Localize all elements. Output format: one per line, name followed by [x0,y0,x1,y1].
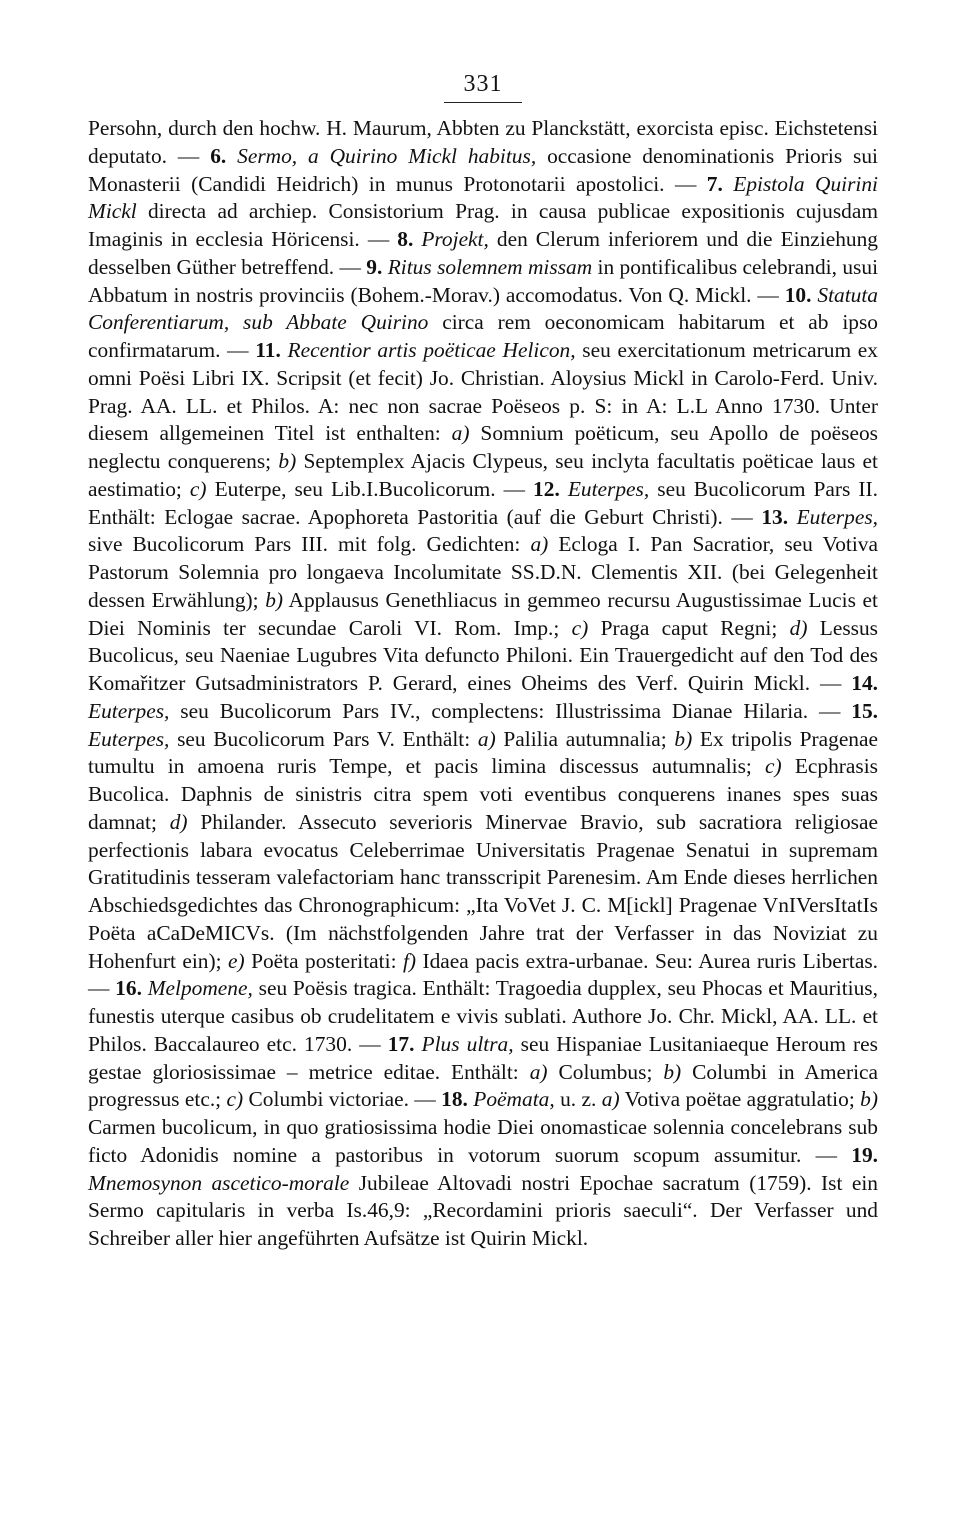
italic-title: Poëmata, [473,1087,555,1112]
text-run: seu Hispaniae Lusitaniaeque Heroum res gestae gloriosissimae – metrice editae. Enthält: [88,1031,879,1084]
italic-title: c) [765,754,782,779]
italic-title: b) [663,1059,682,1084]
page-number-rule [444,102,522,103]
text-run: Carmen bucolicum, in quo gratiosissima hodie Diei onomasticae solennia concelebrans sub ficto Adonidis nomine a pastoribus in votorum suorum scopum assumitur. — [88,1115,878,1167]
italic-title: Recentior artis poëticae Helicon, [287,338,576,362]
text-run: Ecphrasis Bucolica. Daphnis de sinistris citra spem voti eventibus conquerens inanes spes suas damnat; [88,754,878,834]
entry-number: 14. [851,671,878,695]
entry-number: 13. [761,504,797,529]
italic-title: Euterpes, [88,698,170,723]
text-run: sive Bucolicorum Pars III. mit folg. Gedichten: [88,532,531,557]
page-number: 331 [463,71,503,97]
italic-title: c) [189,476,207,501]
entry-number: 6. [210,143,238,168]
entry-number: 10. [784,282,818,307]
italic-title: Ritus solemnem missam [387,254,593,279]
entry-number: 11. [255,338,288,362]
entry-number: 15. [851,698,878,723]
entry-number: 18. [441,1087,474,1112]
italic-title: Euterpes, [796,504,878,529]
text-run: seu Poësis tragica. Enthält: Tragoedia dupplex, seu Phocas et Mauritius, funestis uterque casibus ob crudelitatem e vivis sublati. Authore Jo. Chr. Mickl, AA. LL. et Philos. Baccalaureo etc. 1730. — [88,976,878,1056]
entry-number: 7. [706,171,734,196]
italic-title: a) [477,726,496,751]
text-run: Applausus Genethliacus in gemmeo recursu Augustissimae Lucis et Diei Nominis ter secundae Caroli VI. Rom. Imp.; [88,587,878,640]
text-run: Lessus Bucolicus, seu Naeniae Lugubres Vita defuncto Philoni. Ein Trauergedicht auf den Tod des Komařitzer Gutsadministrators P. Gerard, eines Oheims des Verf. Quirin Mickl. — [88,615,878,695]
text-run: Columbus; [547,1059,664,1084]
entry-number: 8. [397,227,422,251]
text-run: Columbi victoriae. — [243,1087,442,1112]
italic-title: e) [228,948,245,973]
italic-title: a) [601,1087,620,1112]
italic-title: a) [530,532,549,557]
entry-number: 16. [115,976,148,1001]
entry-number: 12. [533,476,568,501]
text-run: Palilia autumnalia; [495,726,675,751]
italic-title: Statuta Conferentiarum, sub Abbate Quirino [88,282,879,335]
text-run: Idaea pacis extra-urbanae. Seu: Aurea ruris Libertas. — [88,948,879,1001]
entry-number: 9. [366,254,388,279]
text-run: Ecloga I. Pan Sacratior, seu Votiva Pastorum Solemnia pro longaeva Incolumitate SS.D.N. Clementis XII. (bei Gelegenheit dessen Erwählung); [88,532,878,612]
italic-title: d) [169,809,188,834]
text-run: den Clerum inferiorem und die Einziehung desselben Güther betreffend. — [88,227,878,279]
text-run: Septemplex Ajacis Clypeus, seu inclyta facultatis poëticae laus et aestimatio; [88,449,878,501]
italic-title: b) [860,1087,878,1112]
italic-title: f) [402,948,417,973]
italic-title: a) [451,421,470,446]
text-run: Persohn, durch den hochw. H. Maurum, Abbten zu Planckstätt, exorcista episc. Eichstetensi deputato. — [88,116,878,168]
italic-title: Euterpes, [567,476,650,501]
text-run: in pontificalibus celebrandi, usui Abbatum in nostris provinciis (Bohem.-Morav.) accomodatus. Von Q. Mickl. — [88,254,879,307]
text-run: Philander. Assecuto severioris Minervae Bravio, sub sacratiora religiosae perfectionis labara evocatus Celeberrimae Universitatis Pragenae Senatui in supremam Gratitudinis tesseram valefactoriam hanc transscripit Parenesim. Am Ende dieses herrlichen Abschiedsgedichtes das Chronographicum: „Ita VoVet J. C. M[ickl] Pragenae VnIVersItatIs Poëta aCaDeMICVs. (Im nächstfolgenden Jahre trat der Verfasser in das Noviziat zu Hohenfurt ein); [88,809,878,973]
text-run: occasione denominationis Prioris sui Monasterii (Candidi Heidrich) in munus Protonotarii apostolici. — [88,143,878,196]
italic-title: Sermo, a Quirino Mickl habitus, [237,143,537,168]
italic-title: b) [674,726,693,751]
text-run: seu Bucolicorum Pars II. Enthält: Eclogae sacrae. Apophoreta Pastoritia (auf die Geburt Christi). — [88,476,878,529]
italic-title: Melpomene, [147,976,253,1001]
text-run: Praga caput Regni; [588,615,790,640]
entry-number: 17. [387,1031,422,1056]
italic-title: a) [529,1059,548,1084]
text-run: Ex tripolis Pragenae tumultu in amoena ruris Tempe, et pacis limina discessus autumnalis; [88,726,878,779]
italic-title: Plus ultra, [421,1031,514,1056]
text-run: Poëta posteritati: [244,948,403,973]
italic-title: d) [789,615,808,640]
italic-title: c) [226,1087,244,1112]
text-run: Votiva poëtae aggratulatio; [619,1087,861,1112]
italic-title: Euterpes, [88,726,170,751]
italic-title: Projekt, [421,227,489,251]
text-run: seu exercitationum metricarum ex omni Poësi Libri IX. Scripsit (et fecit) Jo. Christian. Aloysius Mickl in Carolo-Ferd. Univ. Prag. AA. LL. et Philos. A: nec non sacrae Poëseos p. S: in A: L.L Anno 1730. Unter diesem allgemeinen Titel ist enthalten: [88,338,878,446]
text-run: directa ad archiep. Consistorium Prag. in causa publicae expositionis cujusdam Imaginis in ecclesia Höricensi. — [88,199,878,251]
text-run: Jubileae Altovadi nostri Epochae sacratum (1759). Ist ein Sermo capitularis in verba Is.46,9: „Recordamini prioris saeculi“. Der Verfasser und Schreiber aller hier angeführten Aufsätze ist Quirin Mickl. [88,1170,878,1250]
text-run: Columbi in America progressus etc.; [88,1059,879,1112]
italic-title: c) [571,615,589,640]
italic-title: Epistola Quirini Mickl [88,171,878,224]
text-run: Euterpe, seu Lib.I.Bucolicorum. — [206,476,534,501]
text-run: circa rem oeconomicam habitarum et ab ipso confirmatarum. — [88,310,878,362]
entry-number: 19. [851,1142,878,1167]
text-run: seu Bucolicorum Pars V. Enthält: [169,726,478,751]
document-page [88,70,878,1253]
text-run: u. z. [554,1087,602,1112]
text-run: Somnium poëticum, seu Apollo de poëseos neglectu conquerens; [88,421,878,473]
text-run: seu Bucolicorum Pars IV., complectens: Illustrissima Dianae Hilaria. — [169,698,852,723]
body-paragraph [88,115,878,1253]
italic-title: b) [278,449,297,473]
italic-title: b) [265,587,284,612]
italic-title: Mnemosynon ascetico-morale [88,1170,350,1195]
